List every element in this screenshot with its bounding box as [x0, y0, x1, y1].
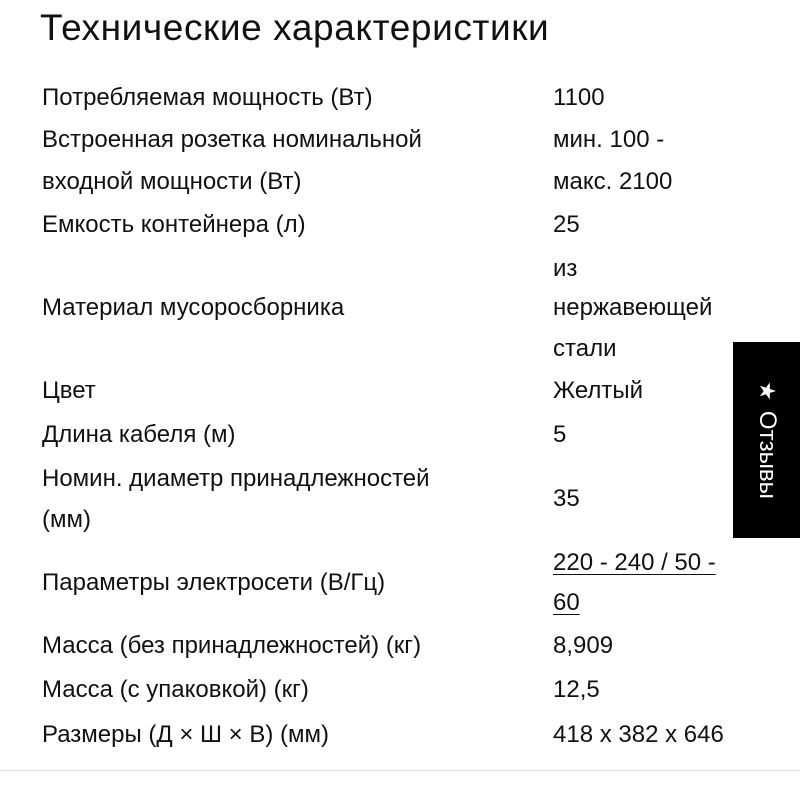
spec-value-cable-length: 5: [553, 421, 567, 448]
spec-value-container-capacity: 25: [553, 211, 580, 238]
spec-value-container-material-line3: стали: [553, 335, 617, 362]
spec-label-weight-with-packaging: Масса (с упаковкой) (кг): [42, 676, 309, 703]
spec-value-power-consumption: 1100: [553, 84, 605, 111]
star-icon: ★: [754, 381, 780, 401]
spec-value-container-material-line2: нержавеющей: [553, 294, 713, 321]
spec-label-accessory-diameter-line1: Номин. диаметр принадлежностей: [42, 465, 430, 492]
spec-value-socket-power-line1: мин. 100 -: [553, 126, 665, 153]
spec-label-container-material: Материал мусоросборника: [42, 294, 345, 321]
spec-value-weight-with-packaging: 12,5: [553, 676, 600, 703]
spec-value-weight-without-accessories: 8,909: [553, 632, 614, 659]
spec-label-mains-parameters: Параметры электросети (В/Гц): [42, 569, 386, 596]
spec-value-dimensions: 418 x 382 x 646: [553, 721, 724, 748]
spec-label-socket-power-line2: входной мощности (Вт): [42, 168, 302, 195]
spec-label-socket-power-line1: Встроенная розетка номинальной: [42, 126, 422, 153]
spec-label-power-consumption: Потребляемая мощность (Вт): [42, 84, 373, 111]
spec-label-dimensions: Размеры (Д × Ш × В) (мм): [42, 721, 330, 748]
spec-value-mains-parameters-line1[interactable]: 220 - 240 / 50 -: [553, 549, 716, 576]
bottom-divider: [0, 770, 800, 771]
spec-value-socket-power-line2: макс. 2100: [553, 168, 673, 195]
spec-value-mains-parameters-line2[interactable]: 60: [553, 589, 580, 616]
reviews-tab-label: Отзывы: [753, 410, 781, 499]
spec-label-container-capacity: Емкость контейнера (л): [42, 211, 306, 238]
page-title: Технические характеристики: [40, 7, 550, 48]
spec-label-color: Цвет: [42, 377, 96, 404]
spec-value-container-material-line1: из: [553, 255, 578, 282]
spec-label-accessory-diameter-line2: (мм): [42, 506, 91, 533]
spec-value-color: Желтый: [553, 377, 644, 404]
spec-label-cable-length: Длина кабеля (м): [42, 421, 236, 448]
spec-label-weight-without-accessories: Масса (без принадлежностей) (кг): [42, 632, 422, 659]
spec-value-accessory-diameter: 35: [553, 485, 580, 512]
reviews-tab[interactable]: [733, 342, 800, 538]
